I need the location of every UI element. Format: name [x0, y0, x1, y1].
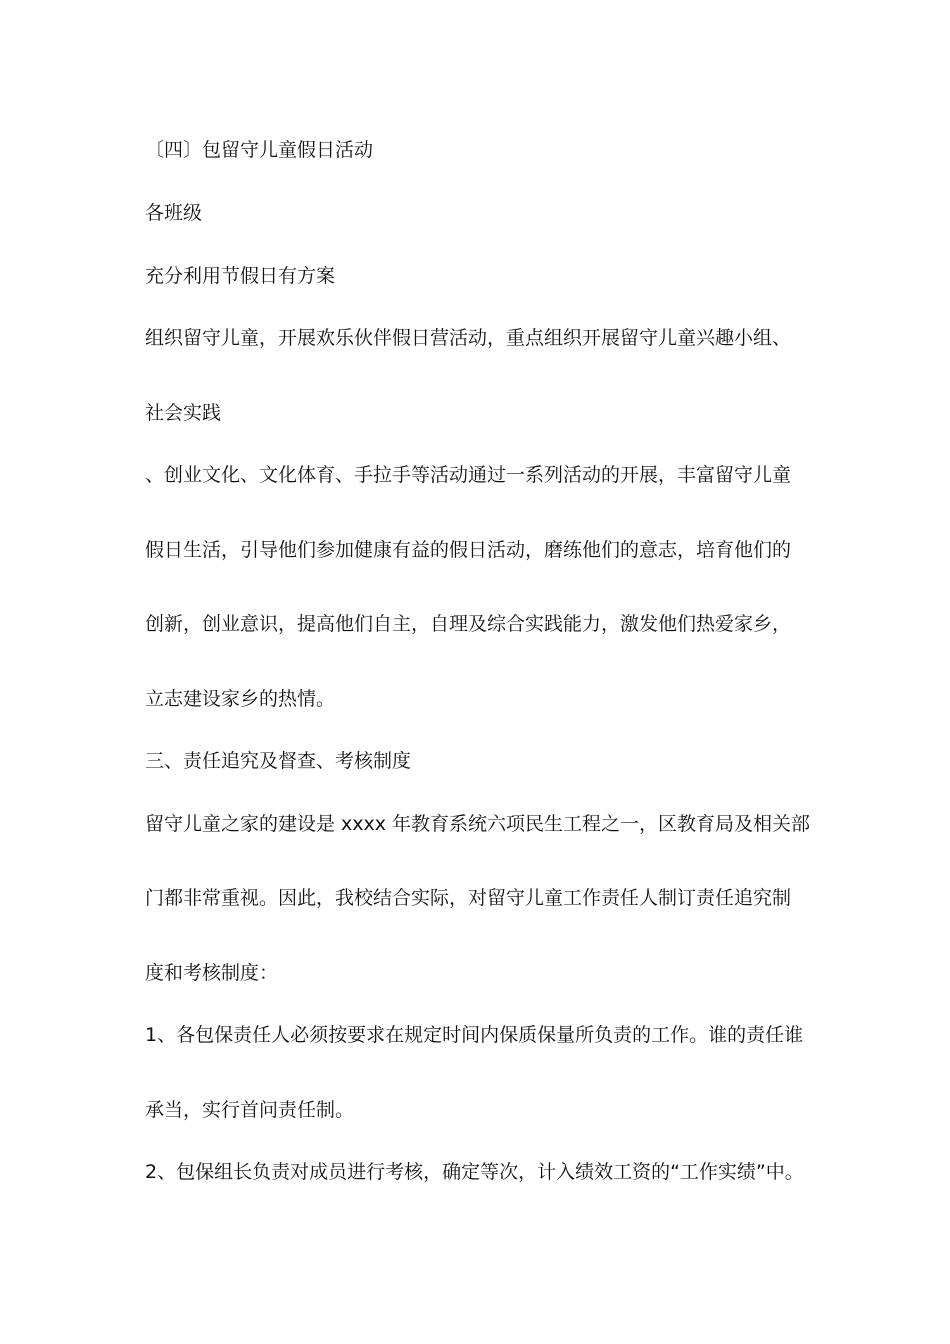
paragraph-line: 假日生活，引导他们参加健康有益的假日活动，磨练他们的意志，培育他们的: [145, 539, 792, 561]
section-heading-responsibility: 三、责任追究及督查、考核制度: [145, 750, 412, 772]
paragraph-line: 创新，创业意识，提高他们自主，自理及综合实践能力，激发他们热爱家乡，: [145, 613, 792, 635]
list-item-2: 2、包保组长负责对成员进行考核，确定等次，计入绩效工资的“工作实绩”中。: [145, 1161, 804, 1183]
paragraph-line: 、创业文化、文化体育、手拉手等活动通过一系列活动的开展，丰富留守儿童: [145, 464, 792, 486]
paragraph-line: 组织留守儿童，开展欢乐伙伴假日营活动，重点组织开展留守儿童兴趣小组、: [145, 327, 792, 349]
list-item-1: 1、各包保责任人必须按要求在规定时间内保质保量所负责的工作。谁的责任谁: [145, 1024, 804, 1046]
list-item-1-continued: 承当，实行首问责任制。: [145, 1099, 355, 1121]
paragraph-line: 充分利用节假日有方案: [145, 265, 336, 287]
paragraph-line: 门都非常重视。因此，我校结合实际，对留守儿童工作责任人制订责任追究制: [145, 887, 792, 909]
section-heading-holiday-activities: 〔四〕包留守儿童假日活动: [145, 139, 374, 161]
paragraph-line: 各班级: [145, 202, 203, 224]
paragraph-line: 立志建设家乡的热情。: [145, 688, 336, 710]
paragraph-line: 留守儿童之家的建设是 xxxx 年教育系统六项民生工程之一，区教育局及相关部: [145, 813, 811, 835]
paragraph-line: 社会实践: [145, 402, 222, 424]
paragraph-line: 度和考核制度：: [145, 962, 279, 984]
